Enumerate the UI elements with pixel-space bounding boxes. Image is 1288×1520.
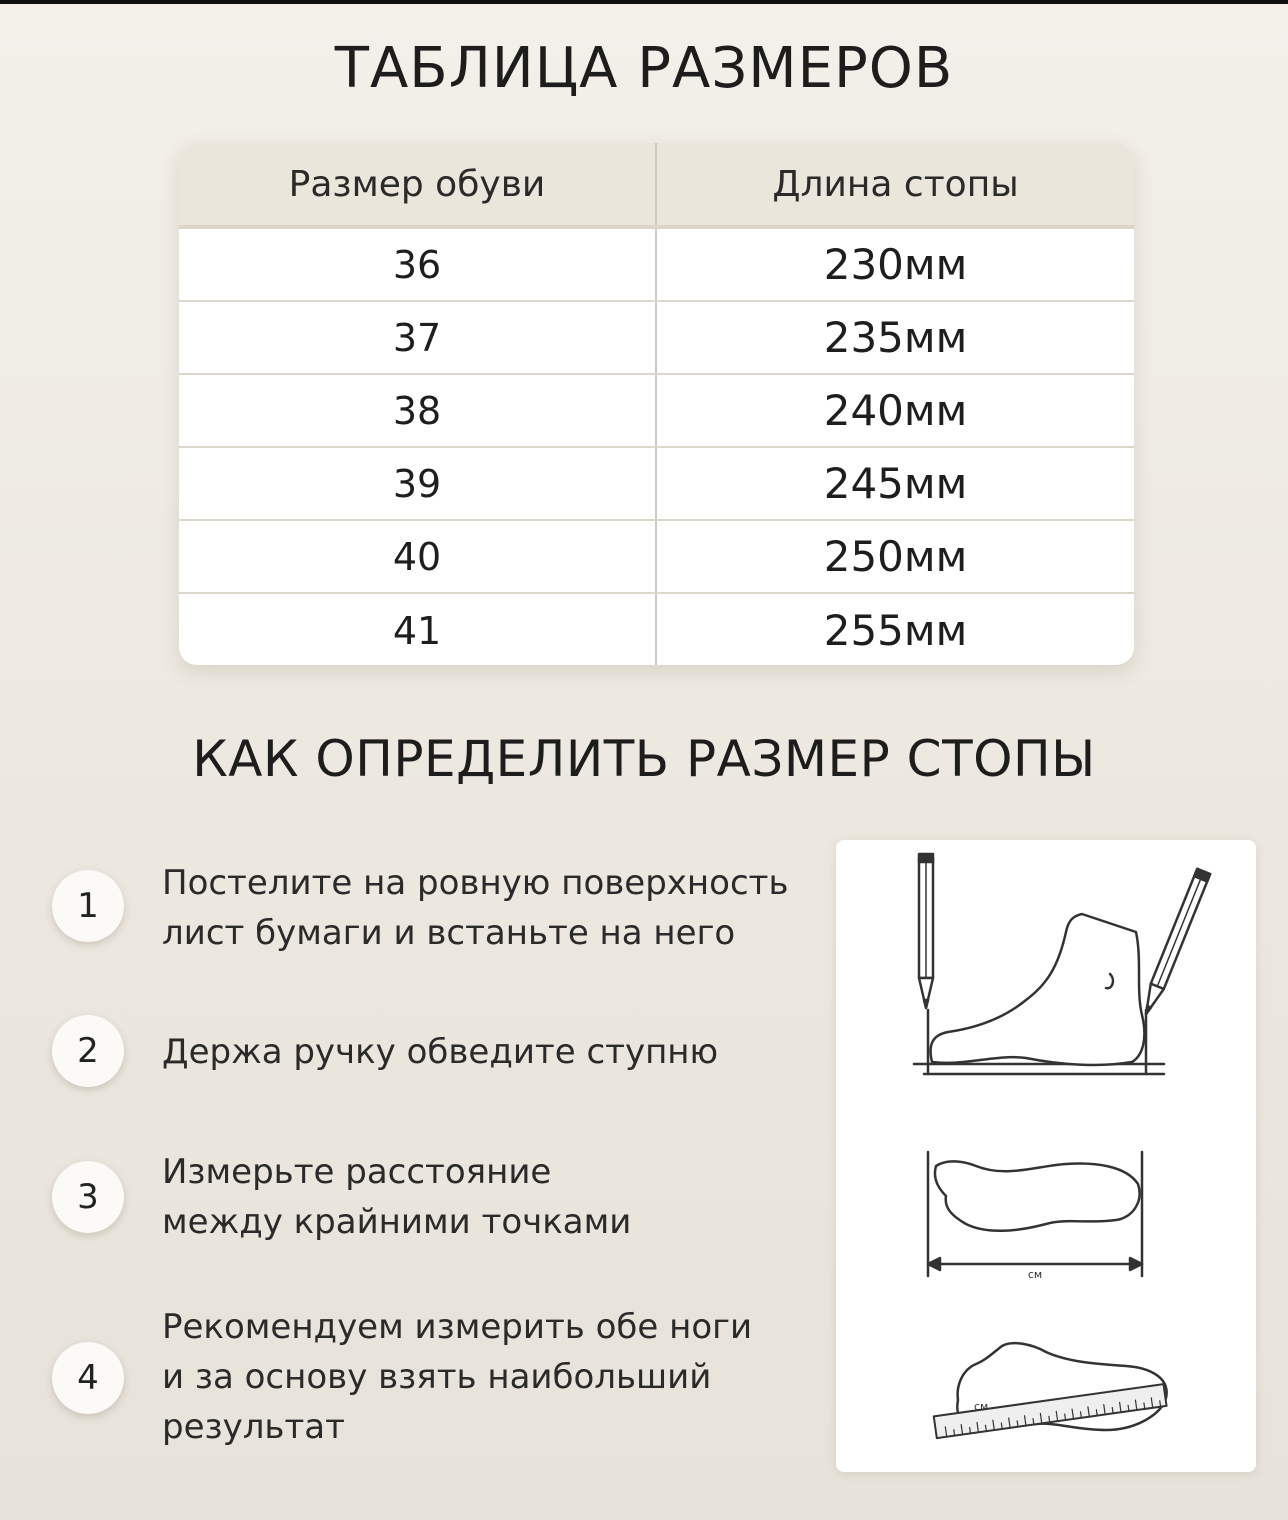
step-text-line: Постелите на ровную поверхность [162,863,789,903]
shoe-size-cell: 40 [179,521,657,592]
shoe-size-cell: 41 [179,594,657,665]
measure-label: см [974,1400,989,1413]
table-header [179,143,1134,229]
step-number-badge: 3 [52,1161,124,1233]
foot-length-cell: 230мм [823,240,968,289]
page-title: ТАБЛИЦА РАЗМЕРОВ [334,36,954,101]
step-number-badge: 1 [52,870,124,942]
foot-length-cell: 255мм [823,606,968,655]
header-shoe-size: Размер обуви [179,143,657,225]
table-body [179,229,1134,665]
foot-length-cell: 235мм [823,313,968,362]
step-text-line: и за основу взять наибольший [162,1357,712,1397]
table-row [179,594,1134,665]
shoe-size-cell: 38 [179,375,657,446]
shoe-size-cell: 36 [179,229,657,300]
top-border [0,0,1288,4]
foot-length-cell: 240мм [823,386,968,435]
foot-with-pencils-drawing [914,854,1210,1074]
step-number-badge: 4 [52,1342,124,1414]
step-text [162,1147,822,1247]
step-text [162,1302,822,1452]
step-text-line: Измерьте расстояние [162,1152,552,1192]
measurement-illustration [836,840,1256,1472]
table-row [179,448,1134,521]
shoe-size-cell: 39 [179,448,657,519]
table-row [179,229,1134,302]
foot-length-cell: 250мм [823,532,968,581]
illustration-svg [836,840,1256,1472]
foot-with-ruler-drawing [934,1343,1167,1438]
header-foot-length: Длина стопы [772,163,1019,205]
measure-label: см [1027,1268,1043,1281]
step-number-badge: 2 [52,1015,124,1087]
shoe-size-cell: 37 [179,302,657,373]
step-text-line: лист бумаги и встаньте на него [162,913,736,953]
size-table [179,143,1134,665]
step-text-line: Рекомендуем измерить обе ноги [162,1307,753,1347]
step-text-line: результат [162,1407,345,1447]
foot-length-cell: 245мм [823,459,968,508]
table-row [179,302,1134,375]
pencil-icon [1140,869,1211,1017]
step-text-line: Держа ручку обведите ступню [162,1032,719,1072]
footprint-measurement-drawing [928,1152,1142,1276]
step-text [162,1027,822,1077]
step-text-line: между крайними точками [162,1202,632,1242]
instructions-title: КАК ОПРЕДЕЛИТЬ РАЗМЕР СТОПЫ [192,730,1096,788]
pencil-icon [919,854,933,1008]
step-text [162,858,822,958]
table-row [179,375,1134,448]
table-row [179,521,1134,594]
